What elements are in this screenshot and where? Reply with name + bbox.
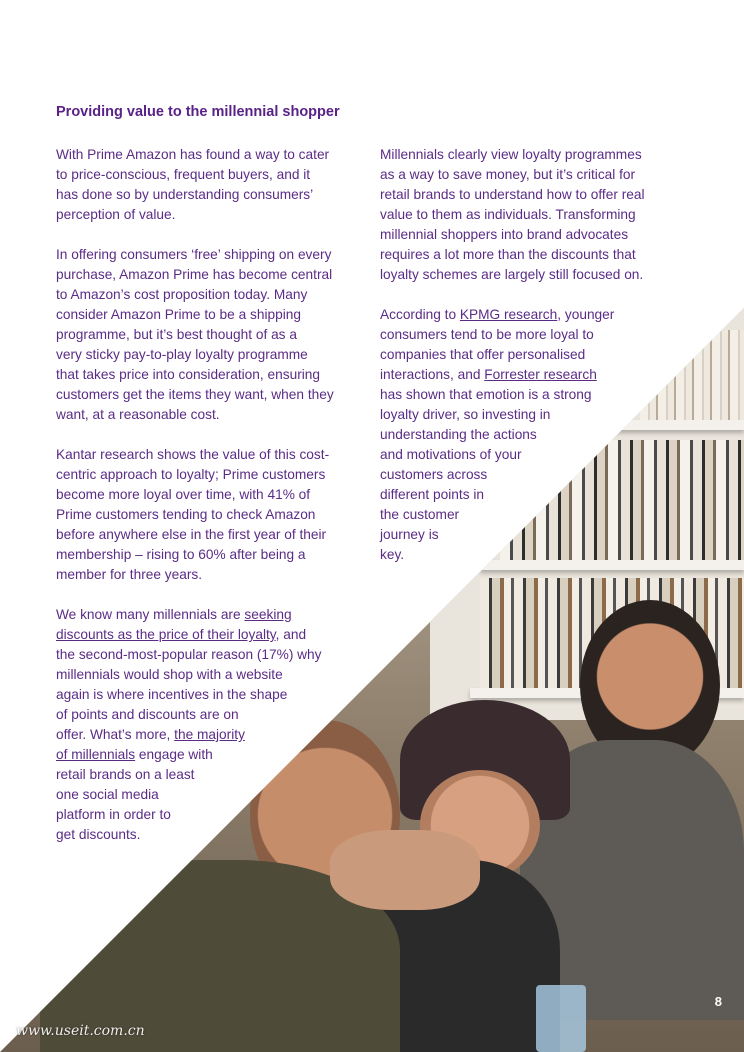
link-seeking-discounts[interactable]: seeking: [244, 607, 292, 622]
text-line: get discounts.: [56, 827, 141, 842]
text-line: Prime customers tending to check Amazon: [56, 507, 316, 522]
paragraph: [380, 305, 700, 565]
text-segment: According to: [380, 307, 460, 322]
text-line: Millennials clearly view loyalty programmes: [380, 147, 642, 162]
text-line: and motivations of your: [380, 447, 522, 462]
watermark: www.useit.com.cn: [16, 1023, 145, 1039]
left-column: [56, 145, 376, 865]
text-line: to Amazon’s cost proposition today. Many: [56, 287, 308, 302]
link-seeking-discounts[interactable]: discounts as the price of their loyalty: [56, 627, 276, 642]
text-line: programme, but it’s best thought of as a: [56, 327, 297, 342]
paragraph: [380, 145, 700, 285]
text-line: as a way to save money, but it’s critical for: [380, 167, 636, 182]
text-line: customers get the items they want, when they: [56, 387, 334, 402]
text-line: value to them as individuals. Transforming: [380, 207, 636, 222]
text-line: member for three years.: [56, 567, 203, 582]
text-segment: , and: [275, 627, 307, 642]
link-kpmg-research[interactable]: KPMG research: [459, 307, 558, 322]
text-line: companies that offer personalised: [380, 347, 586, 362]
text-segment: engage with: [135, 747, 213, 762]
text-line: millennials would shop with a website: [56, 667, 283, 682]
text-line: [380, 305, 700, 325]
text-line: consider Amazon Prime to be a shipping: [56, 307, 301, 322]
text-line: retail brands to understand how to offer real: [380, 187, 645, 202]
text-line: has shown that emotion is a strong: [380, 387, 592, 402]
text-line: perception of value.: [56, 207, 176, 222]
text-line: key.: [380, 547, 405, 562]
section-heading: Providing value to the millennial shopper: [56, 104, 340, 120]
paragraph: [56, 245, 376, 425]
text-line: [56, 745, 376, 765]
text-line: that takes price into consideration, ensuring: [56, 367, 321, 382]
text-line: consumers tend to be more loyal to: [380, 327, 594, 342]
text-line: membership – rising to 60% after being a: [56, 547, 306, 562]
text-segment: interactions, and: [380, 367, 485, 382]
paragraph: [56, 605, 376, 845]
right-column: [380, 145, 700, 585]
text-line: In offering consumers ‘free’ shipping on every: [56, 247, 332, 262]
text-line: [56, 605, 376, 625]
text-line: platform in order to: [56, 807, 171, 822]
paragraph: [56, 145, 376, 225]
text-line: With Prime Amazon has found a way to cater: [56, 147, 330, 162]
text-line: the second-most-popular reason (17%) why: [56, 647, 322, 662]
text-line: journey is: [380, 527, 439, 542]
text-line: has done so by understanding consumers’: [56, 187, 314, 202]
text-line: again is where incentives in the shape: [56, 687, 288, 702]
text-segment: offer. What’s more,: [56, 727, 175, 742]
text-line: of points and discounts are on: [56, 707, 239, 722]
paragraph: [56, 445, 376, 585]
text-line: customers across: [380, 467, 488, 482]
text-line: before anywhere else in the first year of their: [56, 527, 327, 542]
text-line: become more loyal over time, with 41% of: [56, 487, 311, 502]
cup: [536, 985, 586, 1052]
text-line: want, at a reasonable cost.: [56, 407, 220, 422]
page-number: 8: [714, 994, 722, 1009]
text-line: loyalty driver, so investing in: [380, 407, 551, 422]
text-segment: We know many millennials are: [56, 607, 245, 622]
text-line: Kantar research shows the value of this cost-: [56, 447, 330, 462]
text-line: the customer: [380, 507, 460, 522]
text-line: purchase, Amazon Prime has become central: [56, 267, 333, 282]
text-line: loyalty schemes are largely still focused on.: [380, 267, 644, 282]
text-segment: , younger: [557, 307, 615, 322]
text-line: understanding the actions: [380, 427, 537, 442]
text-line: [56, 625, 376, 645]
text-line: to price-conscious, frequent buyers, and it: [56, 167, 311, 182]
text-line: retail brands on a least: [56, 767, 195, 782]
text-line: very sticky pay-to-play loyalty programme: [56, 347, 308, 362]
text-line: [56, 725, 376, 745]
link-forrester-research[interactable]: Forrester research: [484, 367, 597, 382]
text-line: different points in: [380, 487, 484, 502]
text-line: [380, 365, 700, 385]
link-majority-of-millennials[interactable]: the majority: [174, 727, 245, 742]
text-line: millennial shoppers into brand advocates: [380, 227, 629, 242]
text-line: requires a lot more than the discounts that: [380, 247, 636, 262]
text-line: centric approach to loyalty; Prime customers: [56, 467, 326, 482]
link-majority-of-millennials[interactable]: of millennials: [56, 747, 136, 762]
text-line: one social media: [56, 787, 159, 802]
